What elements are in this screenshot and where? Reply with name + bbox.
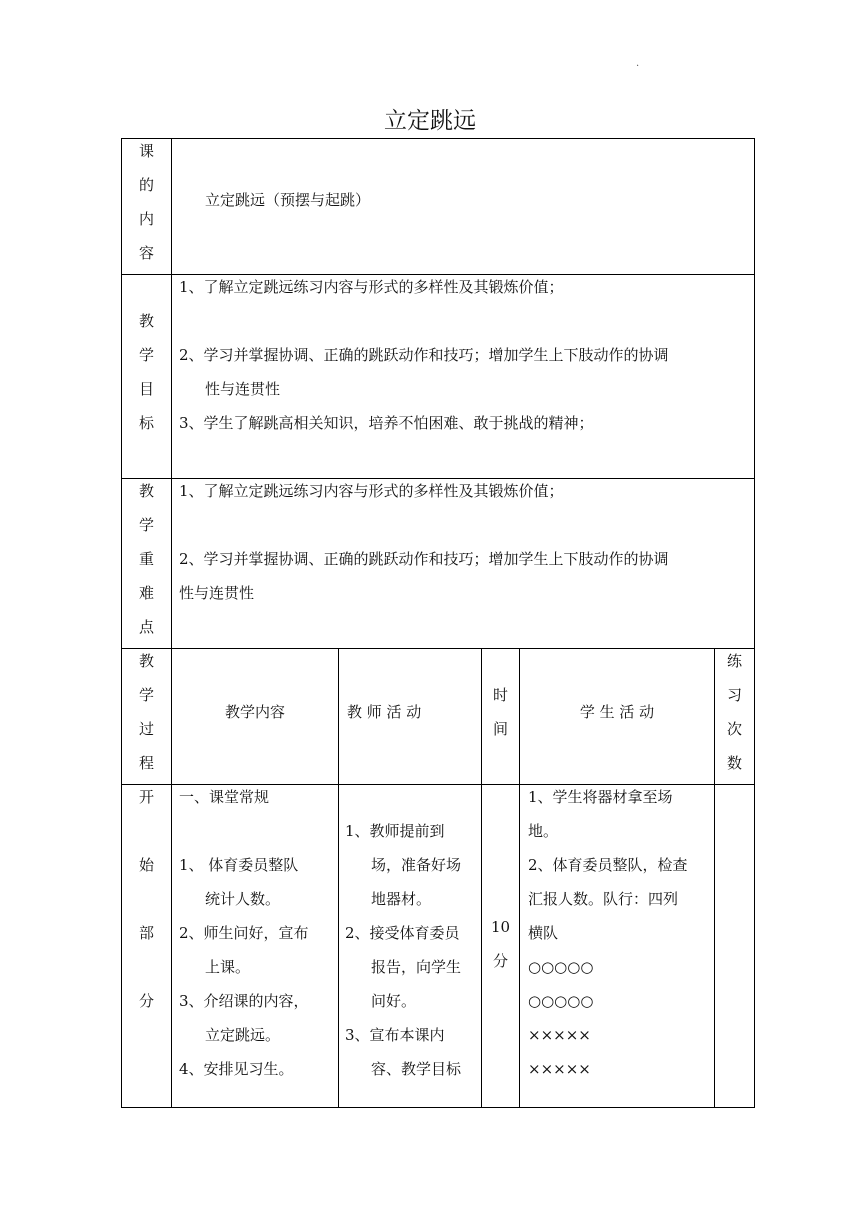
objective-item-3: 3、学生了解跳高相关知识，培养不怕困难、敢于挑战的精神； — [179, 414, 594, 432]
key-points-row-label: 教 学 重 难 点 — [138, 482, 154, 636]
formation-row: ××××× — [528, 1026, 591, 1044]
formation-row: ××××× — [528, 1060, 591, 1078]
start-section-label: 开 始 部 分 — [138, 788, 154, 1010]
start-teacher-line: 报告，向学生 — [371, 958, 462, 976]
start-teacher-line: 2、接受体育委员 — [345, 924, 460, 942]
objectives-row-label: 教 学 目 标 — [138, 312, 154, 432]
column-header-time: 时 间 — [492, 686, 508, 738]
start-content-line: 上课。 — [205, 958, 251, 976]
header-mark: . — [636, 58, 640, 69]
key-point-item-2: 2、学习并掌握协调、正确的跳跃动作和技巧；增加学生上下肢动作的协调 — [179, 550, 669, 568]
start-teacher-line: 1、教师提前到 — [345, 822, 445, 840]
key-point-item-1: 1、了解立定跳远练习内容与形式的多样性及其锻炼价值； — [179, 482, 564, 500]
start-teacher-line: 容、教学目标 — [371, 1060, 462, 1078]
start-teacher-line: 场，准备好场 — [371, 856, 462, 874]
start-content-line: 4、安排见习生。 — [179, 1060, 294, 1078]
column-header-student: 学 生 活 动 — [579, 703, 655, 721]
start-teacher-line: 地器材。 — [371, 890, 432, 908]
column-header-count: 练 习 次 数 — [726, 652, 742, 772]
process-row-label: 教 学 过 程 — [138, 652, 154, 772]
start-time-cell: 10 分 — [490, 918, 511, 970]
start-content-line: 2、师生问好，宣布 — [179, 924, 309, 942]
objective-item-1: 1、了解立定跳远练习内容与形式的多样性及其锻炼价值； — [179, 278, 564, 296]
start-content-line: 1、 体育委员整队 — [179, 856, 299, 874]
objective-item-2-cont: 性与连贯性 — [205, 380, 281, 398]
start-content-cell — [179, 780, 333, 1086]
content-text: 立定跳远（预摆与起跳） — [205, 191, 371, 209]
column-header-content: 教学内容 — [224, 703, 285, 721]
page-title: 立定跳远 — [384, 108, 476, 134]
start-content-line: 一、课堂常规 — [179, 788, 270, 806]
start-student-line: 地。 — [528, 822, 559, 840]
start-student-line: 汇报人数。队行：四列 — [528, 890, 679, 908]
start-teacher-cell — [345, 814, 479, 1086]
start-student-line: 横队 — [528, 924, 559, 942]
start-student-line: 1、学生将器材拿至场 — [528, 788, 673, 806]
key-point-item-2-cont: 性与连贯性 — [179, 584, 255, 602]
start-teacher-line: 3、宣布本课内 — [345, 1026, 445, 1044]
start-student-line: 2、体育委员整队，检查 — [528, 856, 688, 874]
objective-item-2: 2、学习并掌握协调、正确的跳跃动作和技巧；增加学生上下肢动作的协调 — [179, 346, 669, 364]
start-student-cell — [528, 780, 712, 1086]
formation-row: ○○○○○ — [528, 958, 594, 976]
start-content-line: 立定跳远。 — [205, 1026, 281, 1044]
start-content-line: 3、介绍课的内容， — [179, 992, 309, 1010]
start-content-line: 统计人数。 — [205, 890, 281, 908]
column-header-teacher: 教 师 活 动 — [347, 703, 422, 721]
content-row-label: 课 的 内 容 — [138, 142, 154, 262]
start-teacher-line: 问好。 — [371, 992, 417, 1010]
formation-row: ○○○○○ — [528, 992, 594, 1010]
